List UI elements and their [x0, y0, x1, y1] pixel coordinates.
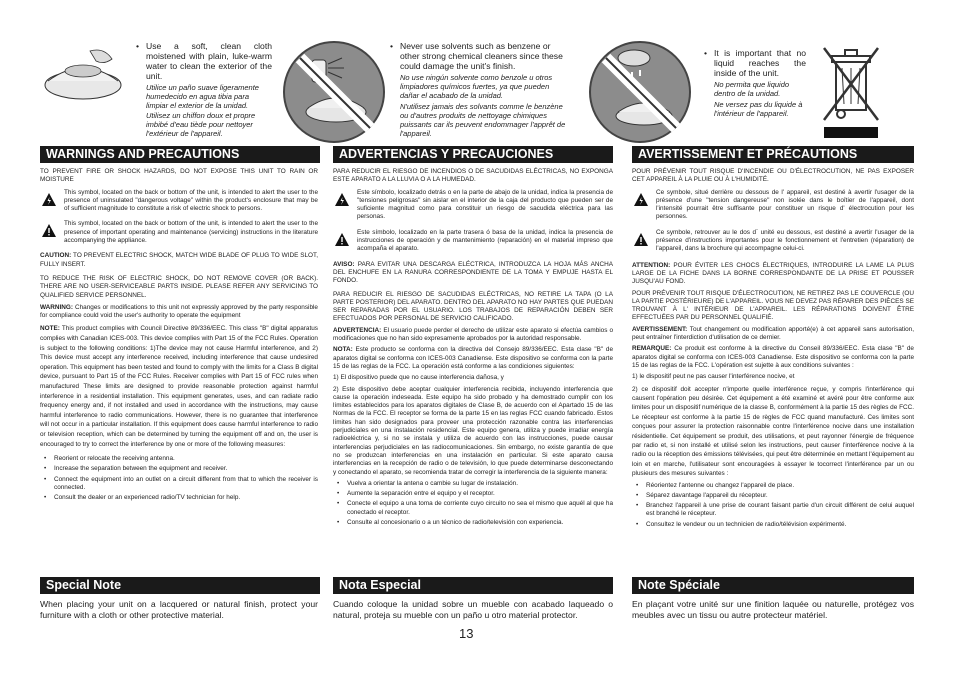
lluvia-warning: PARA REDUCIR EL RIESGO DE INCENDIOS O DE SACUDIDAS ELÉCTRICAS, NO EXPONGA ESTE APARATO A LA LLUVIA O A LA HUMEDAD. [333, 168, 613, 184]
exclamation-warning-icon [634, 233, 648, 246]
list-item: • Réorientez l'antenne ou changez l'appareil de place. [632, 482, 914, 490]
english-column [40, 168, 318, 505]
warning-text: WARNING: Changes or modifications to this unit not expressly approved by the party responsible for compliance could void the user's authority to operate the equipment [40, 303, 318, 320]
voltage-text: This symbol, located on the back or bottom of the unit, is intended to alert the user to the presence of uninsulated "dangerous voltage" within the product's enclosure that may be of sufficient magnitude to constitute a risk of electric shock to persons. [64, 188, 318, 213]
water-en: • It is important that no liquid reaches the inside of the unit. [700, 48, 806, 78]
avertissement-header: AVERTISSEMENT ET PRÉCAUTIONS [632, 146, 914, 163]
nota-especial-header: Nota Especial [333, 577, 613, 594]
spanish-column [333, 168, 613, 529]
remarque-condition-1: 1) le dispositif peut ne pas causer l'interférence nocive, et [632, 373, 795, 381]
interferencia-medidas [333, 480, 613, 527]
french-column [632, 168, 914, 531]
no-liquid-icon [584, 36, 696, 148]
liquid-instructions [700, 48, 806, 118]
exclamation-warning-icon [42, 224, 56, 237]
instructions-text-fr: Ce symbole, retrouver au le dos d` unité eu dessous, est destiné a avertir l'usager de la présence d'instructions importantes pour le fonctionnement et l'entretien (réparation) de l'appareil, dans la brochure qui accompagne celui-ci. [656, 228, 914, 253]
aviso-text: AVISO: PARA EVITAR UNA DESCARGA ELÉCTRICA, INTRODUZCA LA HOJA MÁS ANCHA DEL ENCHUFE EN LA RANURA CORRESPONDIENTE DE LA TOMA Y EMPUJE HASTA EL FONDO. [333, 260, 614, 285]
list-item: • Consultez le vendeur ou un technicien de radio/télévision expérimenté. [632, 521, 914, 529]
instructions-warning-row-es [333, 229, 613, 257]
nota-condition-1: 1) El dispositivo puede que no cause interferencia dañosa, y [333, 374, 504, 382]
solvent-es: No use ningún solvente como benzole u otros limpiadores químicos fuertes, ya que pueden dañar el acabado de la unidad. [400, 73, 553, 100]
attention-text: ATTENTION: POUR ÉVITER LES CHOCS ÉLECTRIQUES, INTRODUIRE LA LAME LA PLUS LARGE DE LA FICHE DANS LA BORNE CORRESPONDANTE DE LA PRISE ET POUSSER JUSQU'AU FOND. [632, 261, 914, 286]
list-item: • Consult the dealer or an experienced radio/TV technician for help. [40, 494, 318, 502]
list-item: • Reorient or relocate the receiving antenna. [40, 455, 318, 463]
note-speciale-header: Note Spéciale [632, 577, 914, 594]
no-solvents-icon [278, 36, 390, 148]
nota-especial-text: Cuando coloque la unidad sobre un mueble con acabado laqueado o natural, proteja su mueble con un paño u otro material protector. [333, 599, 613, 620]
black-bar [824, 127, 878, 138]
cover-warning: TO REDUCE THE RISK OF ELECTRIC SHOCK, DO NOT REMOVE COVER (OR BACK). THERE ARE NO USER-SERVICEABLE PARTS INSIDE. PLEASE REFER ANY SERVICING TO QUALIFIED SERVICE PERSONNEL. [40, 274, 318, 299]
weee-crossed-bin-icon [820, 44, 882, 126]
solvent-instructions [386, 41, 566, 138]
voltage-warning-row [40, 189, 318, 217]
instructions-text-es: Este símbolo, localizado en la parte trasera ó basa de la unidad, indica la presencia de instrucciones de operación y de mantenimiento (reparación) en el material impreso que acompaña el aparato. [357, 228, 613, 253]
tapa-warning: PARA REDUCIR EL RIESGO DE SACUDIDAS ELÉCTRICAS, NO RETIRE LA TAPA (O LA PARTE POSTERIOR) DEL APARATO. DENTRO DEL APARATO NO HAY PARTES QUE PUEDAN SER REPARADAS POR EL USUARIO. LOS TRABAJOS DE REPARACIÓN DEBEN SER EFECTUADOS POR PERSONAL DE SERVICIO CALIFICADO. [333, 290, 613, 323]
list-item: • Branchez l'appareil à une prise de courant faisant partie d'un circuit différent de celui auquel est branché le récepteur. [632, 502, 914, 519]
exclamation-warning-icon [335, 233, 349, 246]
note-text: NOTE: This product complies with Council Directive 89/336/EEC. This class "B" digital apparatus complies with Canadian ICES-003. This device complies with Part 15 of the FCC Rules. Operation is subject to the following conditions: 1)The device may not cause Harmful interference, and 2) This device must accept any interference received, including interference that cause undesired operation. This equipment has been tested and found to comply with the limits for a Class B digital device, pursuant to Part 15 of the FCC Rules. Receiver complies with Part 15 of FCC rules when manufactured These limits are designed to provide reasonable protection against harmful interference in a residential installation. This equipment generates, uses, and can radiate radio frequency energy and, if not installed and used in accordance with the instructions, may cause harmful interference to radio communications. However, there is no guarantee that interference will not occur in a particular installation. If this equipment does cause harmful interference to radio or television reception, which can be determined by turning the equipment off and on, the user is encouraged to try to correct the interference by one or more of the following measures: [40, 325, 318, 448]
remarque-condition-2: 2) ce dispositif doit accepter n'importe quelle interférence reçue, y compris l'interférence qui causent l'opération peu désirée. Cet équipement a été examiné et avéré pour être conforme aux limites pour un dispositif numérique de la classe B, conformément à la partie 15 des règles de FCC. Le récepteur est conforme à la partie 15 de règles de FCC quand manufacturé. Ces limites sont conçues pour assurer la protection raisonnable contre l'interférence nocive dans une installation résidentielle. Cet équipement se produit, des utilisations, et peut rayonner l'énergie de fréquence par radio et, si non installé et utilisé selon les instructions, peut causer l'interférence nocive à la radio ou la réception des émissions télévisées, qui peut être déterminée en mettant l'équipement au loin et en marche, l'utilisateur sont encouragées à essayer le tocorrect l'interférence par un ou plusieurs des mesures suivantes : [632, 385, 914, 478]
list-item: • Conecte el equipo a una toma de corriente cuyo circuito no sea el mismo que aquél al que ha conectado el receptor. [333, 500, 613, 517]
lightning-warning-icon [42, 193, 56, 206]
instructions-warning-row [40, 220, 318, 248]
voltage-text-fr: Ce symbole, situé derrière ou dessous de l' appareil, est destiné à avertir l'usager de la présence d'une "tension dangereuse" non isolée dans le boîtier de l'appareil, dont l'intensité pourrait être suffisante pour constituer un risque d' électrocution pour les personnes. [656, 188, 914, 221]
caution-text: CAUTION: TO PREVENT ELECTRIC SHOCK, MATCH WIDE BLADE OF PLUG TO WIDE SLOT, FULLY INSERT. [40, 252, 318, 268]
avertissement-text: AVERTISSEMENT: Tout changement ou modification apporté(e) à cet appareil sans autorisation, peut entraîner l'interdiction d'utilisation de ce dernier. [632, 325, 914, 342]
clean-es: Utilice un paño suave ligeramente humedecido en agua tibia para limpiar el exterior de la unidad. [146, 83, 259, 110]
clean-en: • Use a soft, clean cloth moistened with plain, luke-warm water to clean the exterior of the unit. [132, 41, 272, 81]
advertencia-text: ADVERTENCIA: El usuario puede perder el derecho de utilizar este aparato si efectúa cambios o modificaciones que no han sido expresamente aprobados por la autoridad responsable. [333, 326, 614, 343]
warnings-header: WARNINGS AND PRECAUTIONS [40, 146, 320, 163]
list-item: • Aumente la separación entre el equipo y el receptor. [333, 490, 613, 498]
list-item: • Consulte al concesionario o a un técnico de radio/televisión con experiencia. [333, 519, 613, 527]
note-speciale-text: En plaçant votre unité sur une finition laquée ou naturelle, protégez vos meubles avec un tissu ou autre protecteur matériel. [632, 599, 914, 620]
rain-warning: TO PREVENT FIRE OR SHOCK HAZARDS, DO NOT EXPOSE THIS UNIT TO RAIN OR MOISTURE [40, 168, 318, 184]
lightning-warning-icon [335, 193, 349, 206]
list-item: • Increase the separation between the equipment and receiver. [40, 465, 318, 473]
water-es: No permita que liquido dentro de la unidad. [714, 80, 790, 98]
voltage-warning-row-fr [632, 189, 914, 225]
nota-text: NOTA: Este producto se conforma con la directiva del Consejo 89/336/EEC. Esta clase "B" de aparatos digital se conforma con ICES-003 Canadiense. Este dispositivo se conforma con la parte 15 de las reglas de la FCC. La operación está conforme a las condiciones siguientes: [333, 346, 613, 370]
solvent-en: • Never use solvents such as benzene or other strong chemical cleaners since these could damage the unit's finish. [386, 41, 566, 71]
pluie-warning: POUR PRÉVENIR TOUT RISQUE D'INCENDIE OU D'ÉLECTROCUTION, NE PAS EXPOSER CET APPAREIL À LA PLUIE OU À L'HUMIDITÉ. [632, 168, 914, 184]
list-item: • Connect the equipment into an outlet on a circuit different from that to which the receiver is connected. [40, 476, 318, 493]
list-item: • Vuelva a orientar la antena o cambie su lugar de instalación. [333, 480, 613, 488]
couvercle-warning: POUR PRÉVENIR TOUT RISQUE D'ÉLECTROCUTION, NE RETIREZ PAS LE COUVERCLE (OU LA PARTIE POSTÉRIEURE) DE L'APPAREIL. VOUS NE DEVEZ PAS RÉPARER DES PIÈCES SE TROUVANT À L' INTÉRIEUR DE L'APPAREIL. LES RÉPARATIONS DOIVENT ÊTRE EFFECTUÉES PAR DU PERSONNEL QUALIFIÉ. [632, 289, 914, 322]
page-number: 13 [459, 626, 474, 641]
list-item: • Séparez davantage l'appareil du récepteur. [632, 492, 914, 500]
interference-measures [40, 455, 318, 502]
clean-fr: Utilisez un chiffon doux et propre imbibé d'eau tiède pour nettoyer l'extérieur de l'appareil. [146, 111, 256, 138]
nota-condition-2: 2) Este dispositivo debe aceptar cualquier interferencia recibida, incluyendo interferencia que cause la operación indeseada. Este equipo ha sido probado y ha demostrado cumplir con los límites establecidos para los aparatos digitales de Clase B, de acuerdo con el Apartado 15 de las Normas de la FCC. El receptor se forma de la parte 15 en las reglas FCC cuando fabricado. Estos límites han sido designados para proveer una protección razonable contra las interferencias perjudiciales en una instalación residencial. Este equipo genera, utiliza y puede irradiar energía radioeléctrica y, si no se instala y utiliza de acuerdo con las instrucciones, puede causar interferencias perjudiciales en las radiocomunicaciones. Sin embargo, no existe garantía de que no se produzcan interferencias en una instalación en particular. Si este aparato causa interferencias en la recepción de radio o de televisión, lo que puede determinarse desconectando y conectando el aparato, se recomienda tratar de corregir la interferencia de la siguiente manera: [333, 385, 613, 476]
water-fr: Ne versez pas du liquide à l'intérieur de l'appareil. [714, 100, 803, 118]
special-note-header: Special Note [40, 577, 320, 594]
solvent-fr: N'utilisez jamais des solvants comme le benzène ou d'autres produits de nettoyage chimiques puissants car ils peuvent endommager l'apprêt de l'appareil. [400, 102, 566, 138]
lightning-warning-icon [634, 193, 648, 206]
voltage-warning-row-es [333, 189, 613, 225]
remarque-text: REMARQUE: Ce produit est conforme à la directive du Conseil 89/336/EEC. Esta clase "B" de aparatos digital se conforma con ICES-003 Canadiense. Este dispositivo se conforma con la parte 15 de las reglas de la FCC. L'opération est sujette à aux conditions suivantes : [632, 345, 914, 369]
cleaning-cloth-illustration [38, 45, 128, 105]
cleaning-instructions [132, 41, 272, 138]
instructions-warning-row-fr [632, 229, 914, 257]
advertencias-header: ADVERTENCIAS Y PRECAUCIONES [333, 146, 613, 163]
voltage-text-es: Este símbolo, localizado detrás o en la parte de abajo de la unidad, indica la presencia de "tensiones peligrosas" sin aislar en el interior de la caja del producto que pueden ser de suficiente magnitud como para constituir un riesgo de sacudida eléctrica para las personas. [357, 188, 613, 221]
instructions-text: This symbol, located on the back or bottom of the unit, is intended to alert the user to the presence of important operating and maintenance (servicing) instructions in the literature accompanying the appliance. [64, 220, 318, 245]
special-note-text: When placing your unit on a lacquered or natural finish, protect your furniture with a cloth or other protective material. [40, 599, 318, 620]
interference-mesures [632, 482, 914, 529]
